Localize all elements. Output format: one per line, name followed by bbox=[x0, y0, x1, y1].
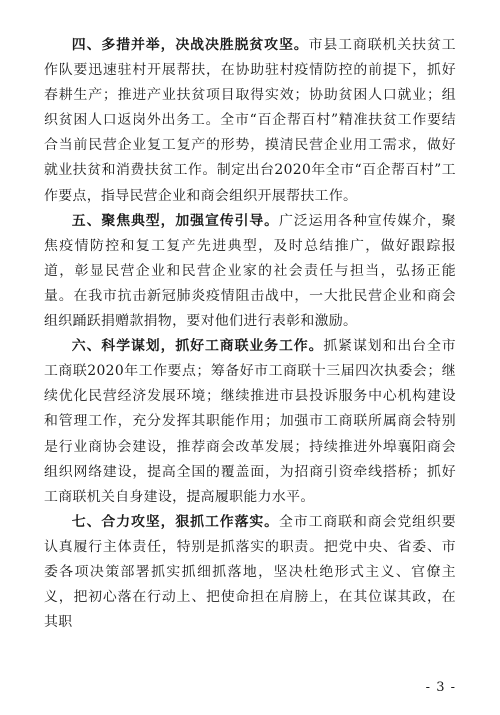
page-number: - 3 - bbox=[425, 680, 456, 695]
paragraph-six bbox=[44, 334, 456, 510]
paragraph-seven-body: 全市工商联和商会党组织要认真履行主体责任，特别是抓落实的职责。把党中央、省委、市委各项决策部署抓实抓细抓落地，坚决杜绝形式主义、官僚主义，把初心落在行动上、把使命担在肩膀上，在其位谋其政，在其职 bbox=[44, 513, 457, 631]
paragraph-six-body: 抓紧谋划和出台全市工商联2020年工作要点；筹备好市工商联十三届四次执委会；继续优化民营经济发展环境；继续推进市县投诉服务中心机构建设和管理工作，充分发挥其职能作用；加强市工商联所属商会特别是行业商协会建设，推荐商会改革发展；持续推进外埠襄阳商会组织网络建设，提高全国的覆盖面，为招商引资牵线搭桥；抓好工商联机关自身建设，提高履职能力水平。 bbox=[44, 338, 457, 505]
paragraph-five bbox=[44, 209, 456, 334]
document-page bbox=[44, 33, 456, 635]
paragraph-four bbox=[44, 33, 456, 209]
paragraph-six-heading: 六、科学谋划，抓好工商联业务工作。 bbox=[71, 338, 324, 355]
paragraph-four-heading: 四、多措并举，决战决胜脱贫攻坚。 bbox=[71, 37, 309, 53]
paragraph-seven bbox=[44, 510, 456, 635]
paragraph-five-heading: 五、聚焦典型，加强宣传引导。 bbox=[71, 212, 279, 229]
paragraph-five-body: 广泛运用各种宣传媒介，聚焦疫情防控和复工复产先进典型，及时总结推广，做好跟踪报道，彰显民营企业和民营企业家的社会责任与担当，弘扬正能量。在我市抗击新冠肺炎疫情阻击战中，一大批民营企业和商会组织踊跃捐赠款捐物，要对他们进行表彰和激励。 bbox=[44, 212, 457, 330]
paragraph-four-body: 市县工商联机关扶贫工作队要迅速驻村开展帮扶，在协助驻村疫情防控的前提下，抓好春耕生产；推进产业扶贫项目取得实效；协助贫困人口就业；组织贫困人口返岗外出务工。全市“百企帮百村”精准扶贫工作要结合当前民营企业复工复产的形势，摸清民营企业用工需求，做好就业扶贫和消费扶贫工作。制定出台2020年全市“百企帮百村”工作要点，指导民营企业和商会组织开展帮扶工作。 bbox=[44, 37, 456, 204]
paragraph-seven-heading: 七、合力攻坚，狠抓工作落实。 bbox=[71, 513, 279, 530]
